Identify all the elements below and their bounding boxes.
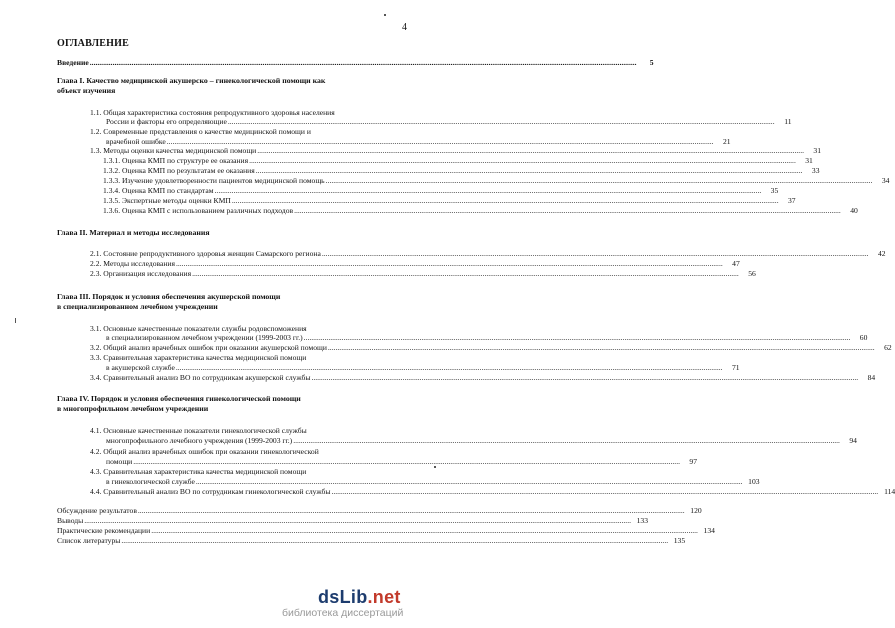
toc-entry-label: 2.1. Состояние репродуктивного здоровья женщин Самарского региона (90, 249, 321, 258)
leader-dots: ................................................................................................................................................................................................................................................................................................ (192, 269, 739, 278)
toc-entry-page: 94 (849, 436, 857, 445)
toc-entry-1-3-1 (103, 156, 813, 165)
toc-entry-3-1-line1: 3.1. Основные качественные показатели службы родовспоможения (90, 324, 307, 333)
chapter-heading-2 (57, 228, 210, 238)
toc-entry-label: многопрофильного лечебного учреждения (1999-2003 гг.) (106, 436, 293, 445)
toc-entry-label: врачебной ошибке (106, 137, 166, 146)
toc-entry-label: в специализированном лечебном учреждении (1999-2003 гг.) (106, 333, 303, 342)
toc-entry-4-4 (90, 487, 895, 496)
toc-entry-1-3-2 (103, 166, 820, 175)
leader-dots: ................................................................................................................................................................................................................................................................................................ (166, 137, 714, 146)
toc-entry-label: России и факторы его определяющие (106, 117, 227, 126)
toc-entry-label: помощи (106, 457, 133, 466)
page-number: 4 (402, 22, 407, 33)
toc-entry-label: 1.3.5. Экспертные методы оценки КМП (103, 196, 231, 205)
toc-entry-label: 3.4. Сравнительный анализ ВО по сотрудникам акушерской службы (90, 373, 311, 382)
chapter-heading-line: Глава III. Порядок и условия обеспечения акушерской помощи (57, 292, 281, 301)
toc-entry-page: 34 (881, 176, 890, 185)
toc-entry-1-3 (90, 146, 821, 155)
leader-dots: ................................................................................................................................................................................................................................................................................................ (255, 166, 803, 175)
toc-entry-intro (57, 58, 654, 67)
toc-entry-3-4 (90, 373, 876, 382)
toc-entry-1-3-4 (103, 186, 779, 195)
toc-entry-page: 135 (673, 536, 686, 545)
leader-dots: ................................................................................................................................................................................................................................................................................................ (293, 436, 840, 445)
toc-entry-1-2-line1: 1.2. Современные представления о качестве медицинской помощи и (90, 127, 311, 136)
toc-entry-label: 3.2. Общий анализ врачебных ошибок при оказании акушерской помощи (90, 343, 327, 352)
toc-entry-recommendations (57, 526, 715, 535)
toc-entry-1-1-line1: 1.1. Общая характеристика состояния репродуктивного здоровья населения (90, 108, 335, 117)
chapter-heading-line: Глава II. Материал и методы исследования (57, 228, 210, 237)
toc-entry-page: 62 (884, 343, 892, 352)
toc-entry-1-3-5 (103, 196, 796, 205)
leader-dots: ................................................................................................................................................................................................................................................................................................ (321, 249, 869, 258)
toc-entry-page: 97 (689, 457, 697, 466)
watermark-logo-main: dsLib (318, 587, 368, 607)
leader-dots: ................................................................................................................................................................................................................................................................................................ (137, 506, 685, 515)
toc-entry-page: 11 (784, 117, 792, 126)
toc-entry-label: Введение (57, 58, 89, 67)
toc-entry-page: 103 (748, 477, 760, 486)
toc-entry-3-3 (106, 363, 740, 372)
toc-entry-2-2 (90, 259, 740, 268)
scan-speck (384, 14, 386, 16)
leader-dots: ................................................................................................................................................................................................................................................................................................ (133, 457, 680, 466)
toc-entry-page: 60 (859, 333, 868, 342)
toc-entry-4-1-line1: 4.1. Основные качественные показатели гинекологической службы (90, 426, 307, 435)
leader-dots: ................................................................................................................................................................................................................................................................................................ (294, 206, 841, 215)
toc-entry-4-1 (106, 436, 857, 445)
leader-dots: ................................................................................................................................................................................................................................................................................................ (231, 196, 779, 205)
watermark-logo-tld: .net (367, 587, 401, 607)
chapter-heading-line: Глава IV. Порядок и условия обеспечения гинекологической помощи (57, 394, 301, 403)
toc-entry-label: 4.4. Сравнительный анализ ВО по сотрудникам гинекологической службы (90, 487, 331, 496)
leader-dots: ................................................................................................................................................................................................................................................................................................ (175, 363, 723, 372)
toc-entry-label: 2.3. Организация исследования (90, 269, 192, 278)
toc-entry-page: 42 (877, 249, 886, 258)
leader-dots: ................................................................................................................................................................................................................................................................................................ (257, 146, 804, 155)
toc-entry-label: 1.3.2. Оценка КМП по результатам ее оказания (103, 166, 255, 175)
leader-dots: ................................................................................................................................................................................................................................................................................................ (121, 536, 669, 545)
toc-entry-label: 2.2. Методы исследования (90, 259, 175, 268)
toc-entry-label: Список литературы (57, 536, 121, 545)
chapter-heading-line: в специализированном лечебном учреждении (57, 301, 218, 311)
toc-entry-label: 1.3.6. Оценка КМП с использованием различных подходов (103, 206, 294, 215)
leader-dots: ................................................................................................................................................................................................................................................................................................ (327, 343, 875, 352)
toc-entry-4-3-line1: 4.3. Сравнительная характеристика качества медицинской помощи (90, 467, 307, 476)
toc-entry-4-2 (106, 457, 697, 466)
leader-dots: ................................................................................................................................................................................................................................................................................................ (311, 373, 859, 382)
toc-entry-page: 134 (703, 526, 715, 535)
chapter-heading-1 (57, 76, 325, 95)
leader-dots: ................................................................................................................................................................................................................................................................................................ (84, 516, 631, 525)
watermark-logo (318, 587, 403, 608)
toc-entry-page: 114 (884, 487, 895, 496)
chapter-heading-3 (57, 292, 280, 311)
leader-dots: ................................................................................................................................................................................................................................................................................................ (89, 58, 637, 67)
leader-dots: ................................................................................................................................................................................................................................................................................................ (175, 259, 723, 268)
watermark-subtitle: библиотека диссертаций (282, 607, 404, 619)
toc-entry-page: 33 (811, 166, 820, 175)
leader-dots: ................................................................................................................................................................................................................................................................................................ (214, 186, 762, 195)
toc-entry-page: 5 (649, 58, 654, 67)
toc-entry-label: в гинекологической службе (106, 477, 195, 486)
toc-entry-page: 40 (850, 206, 858, 215)
scan-speck (15, 318, 16, 323)
chapter-heading-line: Глава I. Качество медицинской акушерско – гинекологической помощи как (57, 76, 326, 85)
toc-entry-2-1 (90, 249, 886, 258)
toc-entry-label: Выводы (57, 516, 84, 525)
toc-entry-1-1 (106, 117, 792, 126)
toc-entry-3-3-line1: 3.3. Сравнительная характеристика качества медицинской помощи (90, 353, 307, 362)
toc-entry-1-2 (106, 137, 731, 146)
watermark (282, 587, 404, 619)
leader-dots: ................................................................................................................................................................................................................................................................................................ (249, 156, 796, 165)
toc-entry-3-2 (90, 343, 892, 352)
toc-entry-page: 21 (722, 137, 731, 146)
toc-entry-4-2-line1: 4.2. Общий анализ врачебных ошибок при оказании гинекологической (90, 447, 319, 456)
toc-entry-page: 120 (690, 506, 702, 515)
leader-dots: ................................................................................................................................................................................................................................................................................................ (331, 487, 879, 496)
toc-entry-label: 1.3. Методы оценки качества медицинской помощи (90, 146, 257, 155)
leader-dots: ................................................................................................................................................................................................................................................................................................ (325, 176, 873, 185)
toc-entry-4-3 (106, 477, 760, 486)
leader-dots: ................................................................................................................................................................................................................................................................................................ (303, 333, 851, 342)
chapter-heading-line: в многопрофильном лечебном учреждении (57, 403, 209, 413)
leader-dots: ................................................................................................................................................................................................................................................................................................ (195, 477, 743, 486)
scan-speck (434, 466, 436, 468)
toc-title: ОГЛАВЛЕНИЕ (57, 38, 129, 49)
toc-entry-page: 133 (636, 516, 648, 525)
toc-entry-page: 31 (813, 146, 821, 155)
toc-entry-1-3-6 (103, 206, 858, 215)
toc-entry-label: 1.3.3. Изучение удовлетворенности пациентов медицинской помощь (103, 176, 325, 185)
toc-entry-label: в акушерской службе (106, 363, 175, 372)
toc-entry-label: 1.3.1. Оценка КМП по структуре ее оказания (103, 156, 249, 165)
toc-entry-label: Практические рекомендации (57, 526, 151, 535)
toc-entry-page: 84 (867, 373, 876, 382)
chapter-heading-4 (57, 394, 301, 413)
toc-entry-2-3 (90, 269, 756, 278)
leader-dots: ................................................................................................................................................................................................................................................................................................ (227, 117, 775, 126)
toc-entry-label: 1.3.4. Оценка КМП по стандартам (103, 186, 214, 195)
toc-entry-page: 37 (788, 196, 796, 205)
leader-dots: ................................................................................................................................................................................................................................................................................................ (151, 526, 698, 535)
toc-entry-label: Обсуждение результатов (57, 506, 137, 515)
toc-entry-discussion (57, 506, 702, 515)
toc-entry-page: 56 (748, 269, 756, 278)
toc-entry-page: 71 (731, 363, 740, 372)
toc-entry-literature (57, 536, 686, 545)
toc-entry-1-3-3 (103, 176, 890, 185)
toc-entry-page: 35 (770, 186, 779, 195)
chapter-heading-line: объект изучения (57, 85, 116, 95)
toc-entry-3-1 (106, 333, 868, 342)
toc-entry-page: 31 (805, 156, 813, 165)
toc-entry-conclusions (57, 516, 648, 525)
toc-entry-page: 47 (732, 259, 740, 268)
